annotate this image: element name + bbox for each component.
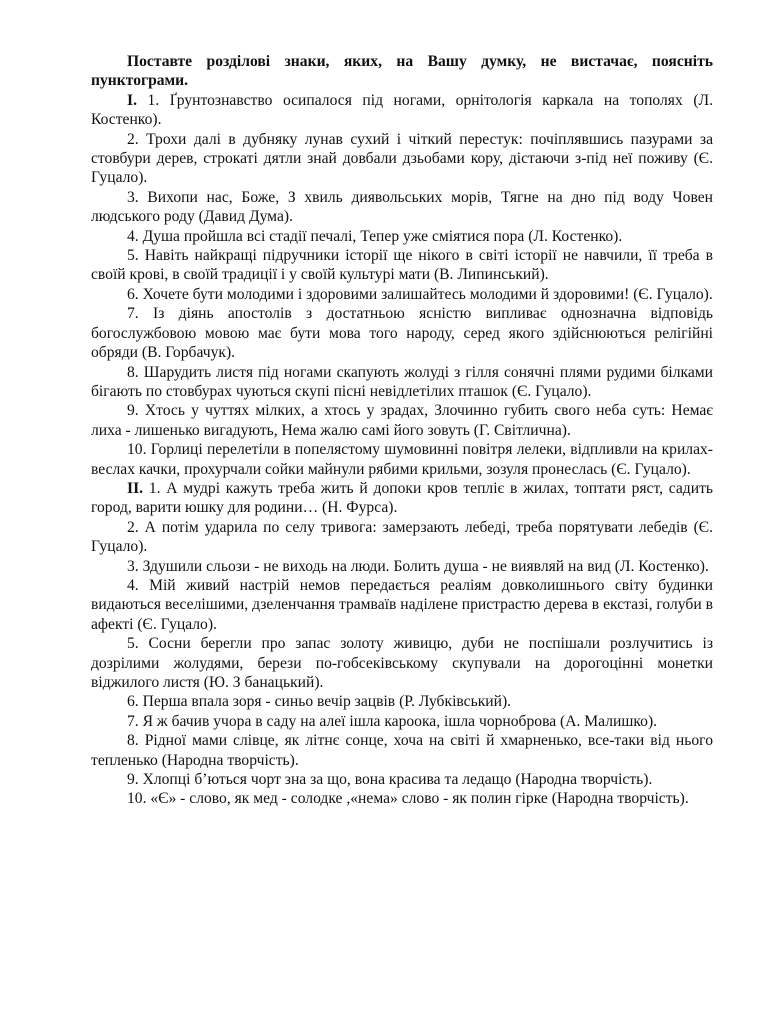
task-instruction: Поставте розділові знаки, яких, на Вашу думку, не вистачає, поясніть пунктограми. xyxy=(91,53,713,90)
exercise-sentence: 5. Сосни берегли про запас золоту живицю, дуби не поспішали розлучитись із дозрілими жолудями, берези по-гобсеківському скупували на дорогоцінні монетки віджилого листя (Ю. З банацький). xyxy=(91,635,713,691)
sentence-text: 1. А мудрі кажуть треба жить й допоки кров тепліє в жилах, топтати ряст, садить город, варити юшку для родини… (Н. Фурса). xyxy=(91,479,713,517)
exercise-sentence: 6. Хочете бути молодими і здоровими залишайтесь молодими й здоровими! (Є. Гуцало). xyxy=(127,285,713,303)
exercise-sentence: 2. Трохи далі в дубняку лунав сухий і чіткий перестук: почіплявшись пазурами за стовбури дерев, строкаті дятли знай довбали дзьобами кору, дістаючи з-під неї поживу (Є. Гуцало). xyxy=(91,130,713,187)
document-page xyxy=(91,52,713,809)
exercise-sentence: 3. Вихопи нас, Боже, З хвиль диявольських морів, Тягне на дно під воду Човен людського роду (Давид Дума). xyxy=(91,188,713,226)
exercise-sentence xyxy=(91,479,713,518)
section-label: I. xyxy=(127,91,137,109)
exercise-sentence: 8. Рідної мами слівце, як літнє сонце, хоча на світі й хмарненько, все-таки від нього тепленько (Народна творчість). xyxy=(91,732,713,769)
exercise-sentence: 7. Із діянь апостолів з достатньою ясністю випливає однозначна відповідь богослужбовою мовою має бути мова того народу, серед якого здійснюються релігійні обряди (В. Горбачук). xyxy=(91,305,713,362)
exercise-sentence: 6. Перша впала зоря - синьо вечір зацвів (Р. Лубківський). xyxy=(127,693,512,711)
exercise-sentence xyxy=(91,91,713,130)
exercise-sentence: 2. А потім ударила по селу тривога: замерзають лебеді, треба порятувати лебедів (Є. Гуцало). xyxy=(91,518,713,556)
exercise-sentence: 9. Хтось у чуттях мілких, а хтось у зрадах, Злочинно губить свого неба суть: Немає лиха - лишенько вигадують, Нема жалю самі його зовуть (Г. Світлична). xyxy=(91,402,713,439)
exercise-sentence: 3. Здушили сльози - не виходь на люди. Болить душа - не виявляй на вид (Л. Костенко). xyxy=(127,557,709,575)
exercise-sentence: 4. Мій живий настрій немов передається реаліям довколишнього світу будинки видаються веселішими, дзеленчання трамваїв наділене пристрастю дерева в екстазі, голуби в афекті (Є. Гуцало). xyxy=(91,576,713,633)
sentence-text: 1. Ґрунтознавство осипалося під ногами, орнітологія каркала на тополях (Л. Костенко). xyxy=(91,91,713,129)
exercise-sentence: 5. Навіть найкращі підручники історії ще нікого в світі історії не навчили, її треба в своїй крові, в своїй традиції і у своїй культурі мати (В. Липинський). xyxy=(91,247,713,284)
exercise-sentence: 10. «Є» - слово, як мед - солодке ,«нема» слово - як полин гірке (Народна творчість). xyxy=(127,790,689,808)
exercise-sentence: 10. Горлиці перелетіли в попелястому шумовинні повітря лелеки, відпливли на крилах-веслах качки, прохурчали сойки майнули рябими крильми, зозуля пронеслась (Є. Гуцало). xyxy=(91,441,713,478)
exercise-sentence: 4. Душа пройшла всі стадії печалі, Тепер уже сміятися пора (Л. Костенко). xyxy=(127,227,623,245)
exercise-sentence: 9. Хлопці б’ються чорт зна за що, вона красива та ледащо (Народна творчість). xyxy=(127,771,653,789)
section-label: II. xyxy=(127,479,144,497)
exercise-sentence: 8. Шарудить листя під ногами скапують жолуді з гілля сонячні плями рудими білками бігають по стовбурах чуються скупі пісні невідлетілих пташок (Є. Гуцало). xyxy=(91,363,713,400)
exercise-sentence: 7. Я ж бачив учора в саду на алеї ішла кароока, ішла чорноброва (А. Малишко). xyxy=(127,712,658,730)
